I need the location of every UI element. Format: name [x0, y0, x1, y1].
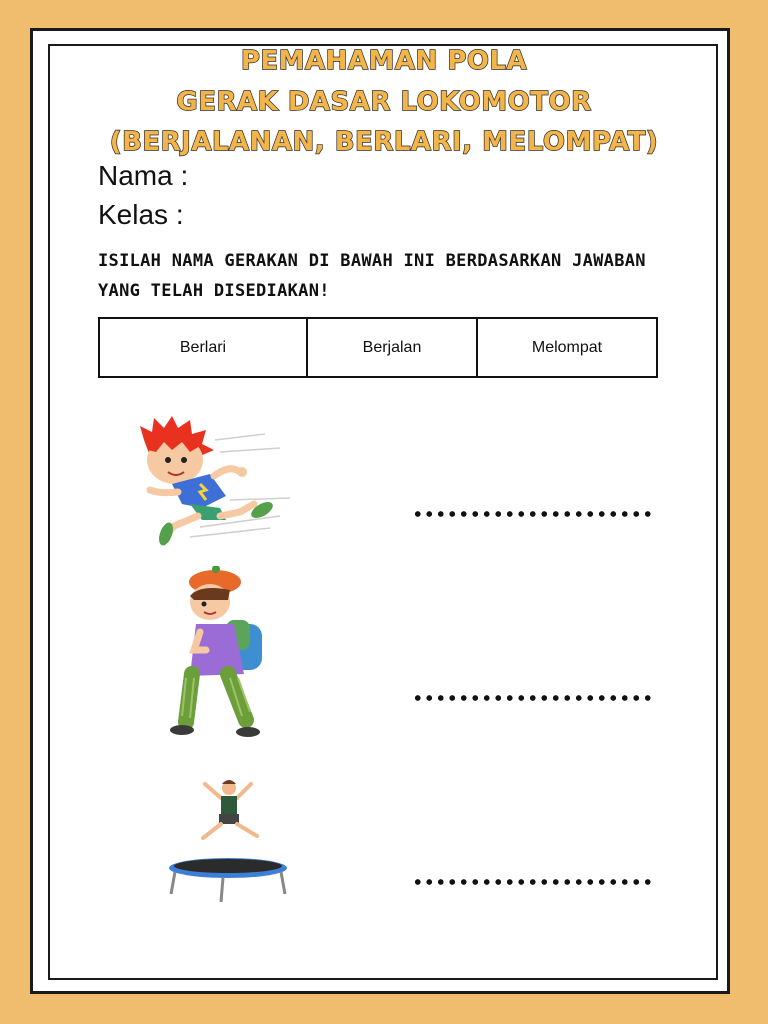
title-line-3: (BERJALANAN, BERLARI, MELOMPAT) [109, 127, 659, 157]
name-label: Nama : [98, 160, 189, 191]
answer-blank-2[interactable] [412, 693, 652, 703]
instruction-text: ISILAH NAMA GERAKAN DI BAWAH INI BERDASARKAN JAWABAN YANG TELAH DISEDIAKAN! [98, 251, 646, 301]
option-melompat: Melompat [531, 338, 603, 356]
class-label: Kelas : [98, 199, 184, 230]
answer-options-table [98, 317, 658, 378]
answer-blank-1[interactable] [412, 509, 652, 519]
trampoline-jumping-child-icon [165, 776, 295, 906]
title-line-1: PEMAHAMAN POLA [240, 46, 528, 76]
running-child-icon [130, 412, 300, 552]
option-berjalan: Berjalan [308, 319, 478, 376]
option-berlari: Berlari [100, 319, 308, 376]
title-line-2: GERAK DASAR LOKOMOTOR [176, 87, 592, 117]
walking-child-icon [160, 566, 280, 746]
answer-blank-3[interactable] [412, 877, 652, 887]
